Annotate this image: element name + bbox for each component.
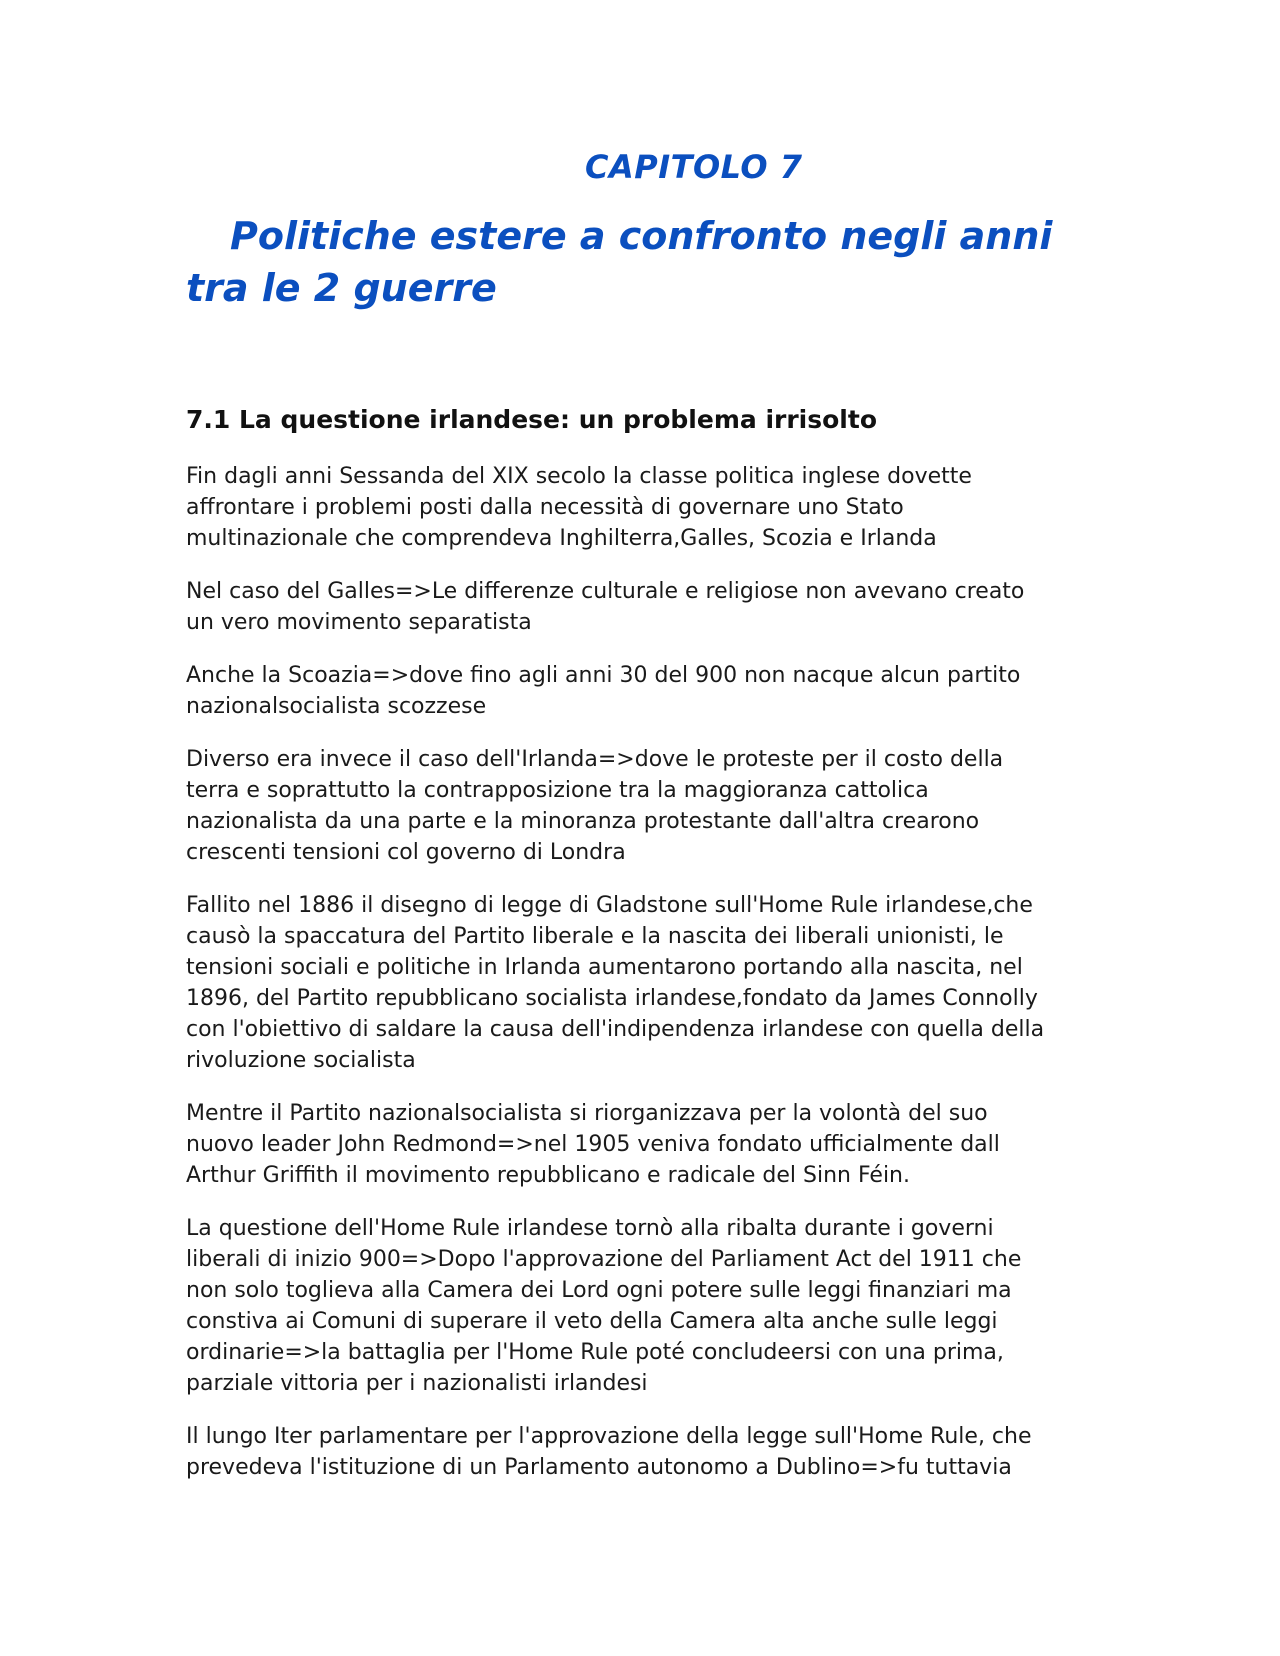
text-line: nazionalsocialista scozzese [186, 694, 487, 719]
text-line: non solo toglieva alla Camera dei Lord ogni potere sulle leggi finanziari ma [186, 1278, 1012, 1303]
text-line: Fin dagli anni Sessanda del XIX secolo la classe politica inglese dovette [186, 464, 972, 489]
text-line: Il lungo Iter parlamentare per l'approvazione della legge sull'Home Rule, che [186, 1424, 1032, 1449]
paragraph [186, 660, 1086, 722]
paragraph [186, 1421, 1086, 1483]
text-line: ordinarie=>la battaglia per l'Home Rule poté concludeersi con una prima, [186, 1340, 1004, 1365]
text-line: multinazionale che comprendeva Inghilterra,Galles, Scozia e Irlanda [186, 526, 937, 551]
text-line: Nel caso del Galles=>Le differenze culturale e religiose non avevano creato [186, 579, 1025, 604]
paragraph [186, 461, 1086, 554]
text-line: rivoluzione socialista [186, 1048, 416, 1073]
text-line: affrontare i problemi posti dalla necessità di governare uno Stato [186, 495, 904, 520]
text-line: causò la spaccatura del Partito liberale e la nascita dei liberali unionisti, le [186, 924, 1004, 949]
section-heading: 7.1 La questione irlandese: un problema irrisolto [186, 405, 877, 434]
text-line: prevedeva l'istituzione di un Parlamento autonomo a Dublino=>fu tuttavia [186, 1455, 1012, 1480]
document-body [186, 403, 1086, 1505]
text-line: nazionalista da una parte e la minoranza protestante dall'altra crearono [186, 809, 980, 834]
text-line: Fallito nel 1886 il disegno di legge di Gladstone sull'Home Rule irlandese,che [186, 893, 1033, 918]
paragraph [186, 1213, 1086, 1399]
text-line: 1896, del Partito repubblicano socialista irlandese,fondato da James Connolly [186, 986, 1038, 1011]
text-line: Arthur Griffith il movimento repubblicano e radicale del Sinn Féin. [186, 1163, 910, 1188]
text-line: liberali di inizio 900=>Dopo l'approvazione del Parliament Act del 1911 che [186, 1247, 1022, 1272]
text-line: Anche la Scoazia=>dove fino agli anni 30 del 900 non nacque alcun partito [186, 663, 1021, 688]
text-line: La questione dell'Home Rule irlandese tornò alla ribalta durante i governi [186, 1216, 994, 1241]
paragraph-list [186, 461, 1086, 1483]
text-line: crescenti tensioni col governo di Londra [186, 840, 626, 865]
text-line: constiva ai Comuni di superare il veto della Camera alta anche sulle leggi [186, 1309, 998, 1334]
text-line: Diverso era invece il caso dell'Irlanda=>dove le proteste per il costo della [186, 747, 1004, 772]
text-line: nuovo leader John Redmond=>nel 1905 veniva fondato ufficialmente dall [186, 1132, 1000, 1157]
paragraph [186, 1098, 1086, 1191]
text-line: tensioni sociali e politiche in Irlanda aumentarono portando alla nascita, nel [186, 955, 1023, 980]
chapter-title: Politiche estere a confronto negli anni tra le 2 guerre [186, 214, 1053, 310]
paragraph [186, 890, 1086, 1076]
text-line: Mentre il Partito nazionalsocialista si riorganizzava per la volontà del suo [186, 1101, 988, 1126]
text-line: con l'obiettivo di saldare la causa dell'indipendenza irlandese con quella della [186, 1017, 1045, 1042]
paragraph [186, 576, 1086, 638]
paragraph [186, 744, 1086, 868]
text-line: un vero movimento separatista [186, 610, 532, 635]
chapter-label: CAPITOLO 7 [585, 148, 803, 186]
text-line: parziale vittoria per i nazionalisti irlandesi [186, 1371, 648, 1396]
text-line: terra e soprattutto la contrapposizione tra la maggioranza cattolica [186, 778, 929, 803]
